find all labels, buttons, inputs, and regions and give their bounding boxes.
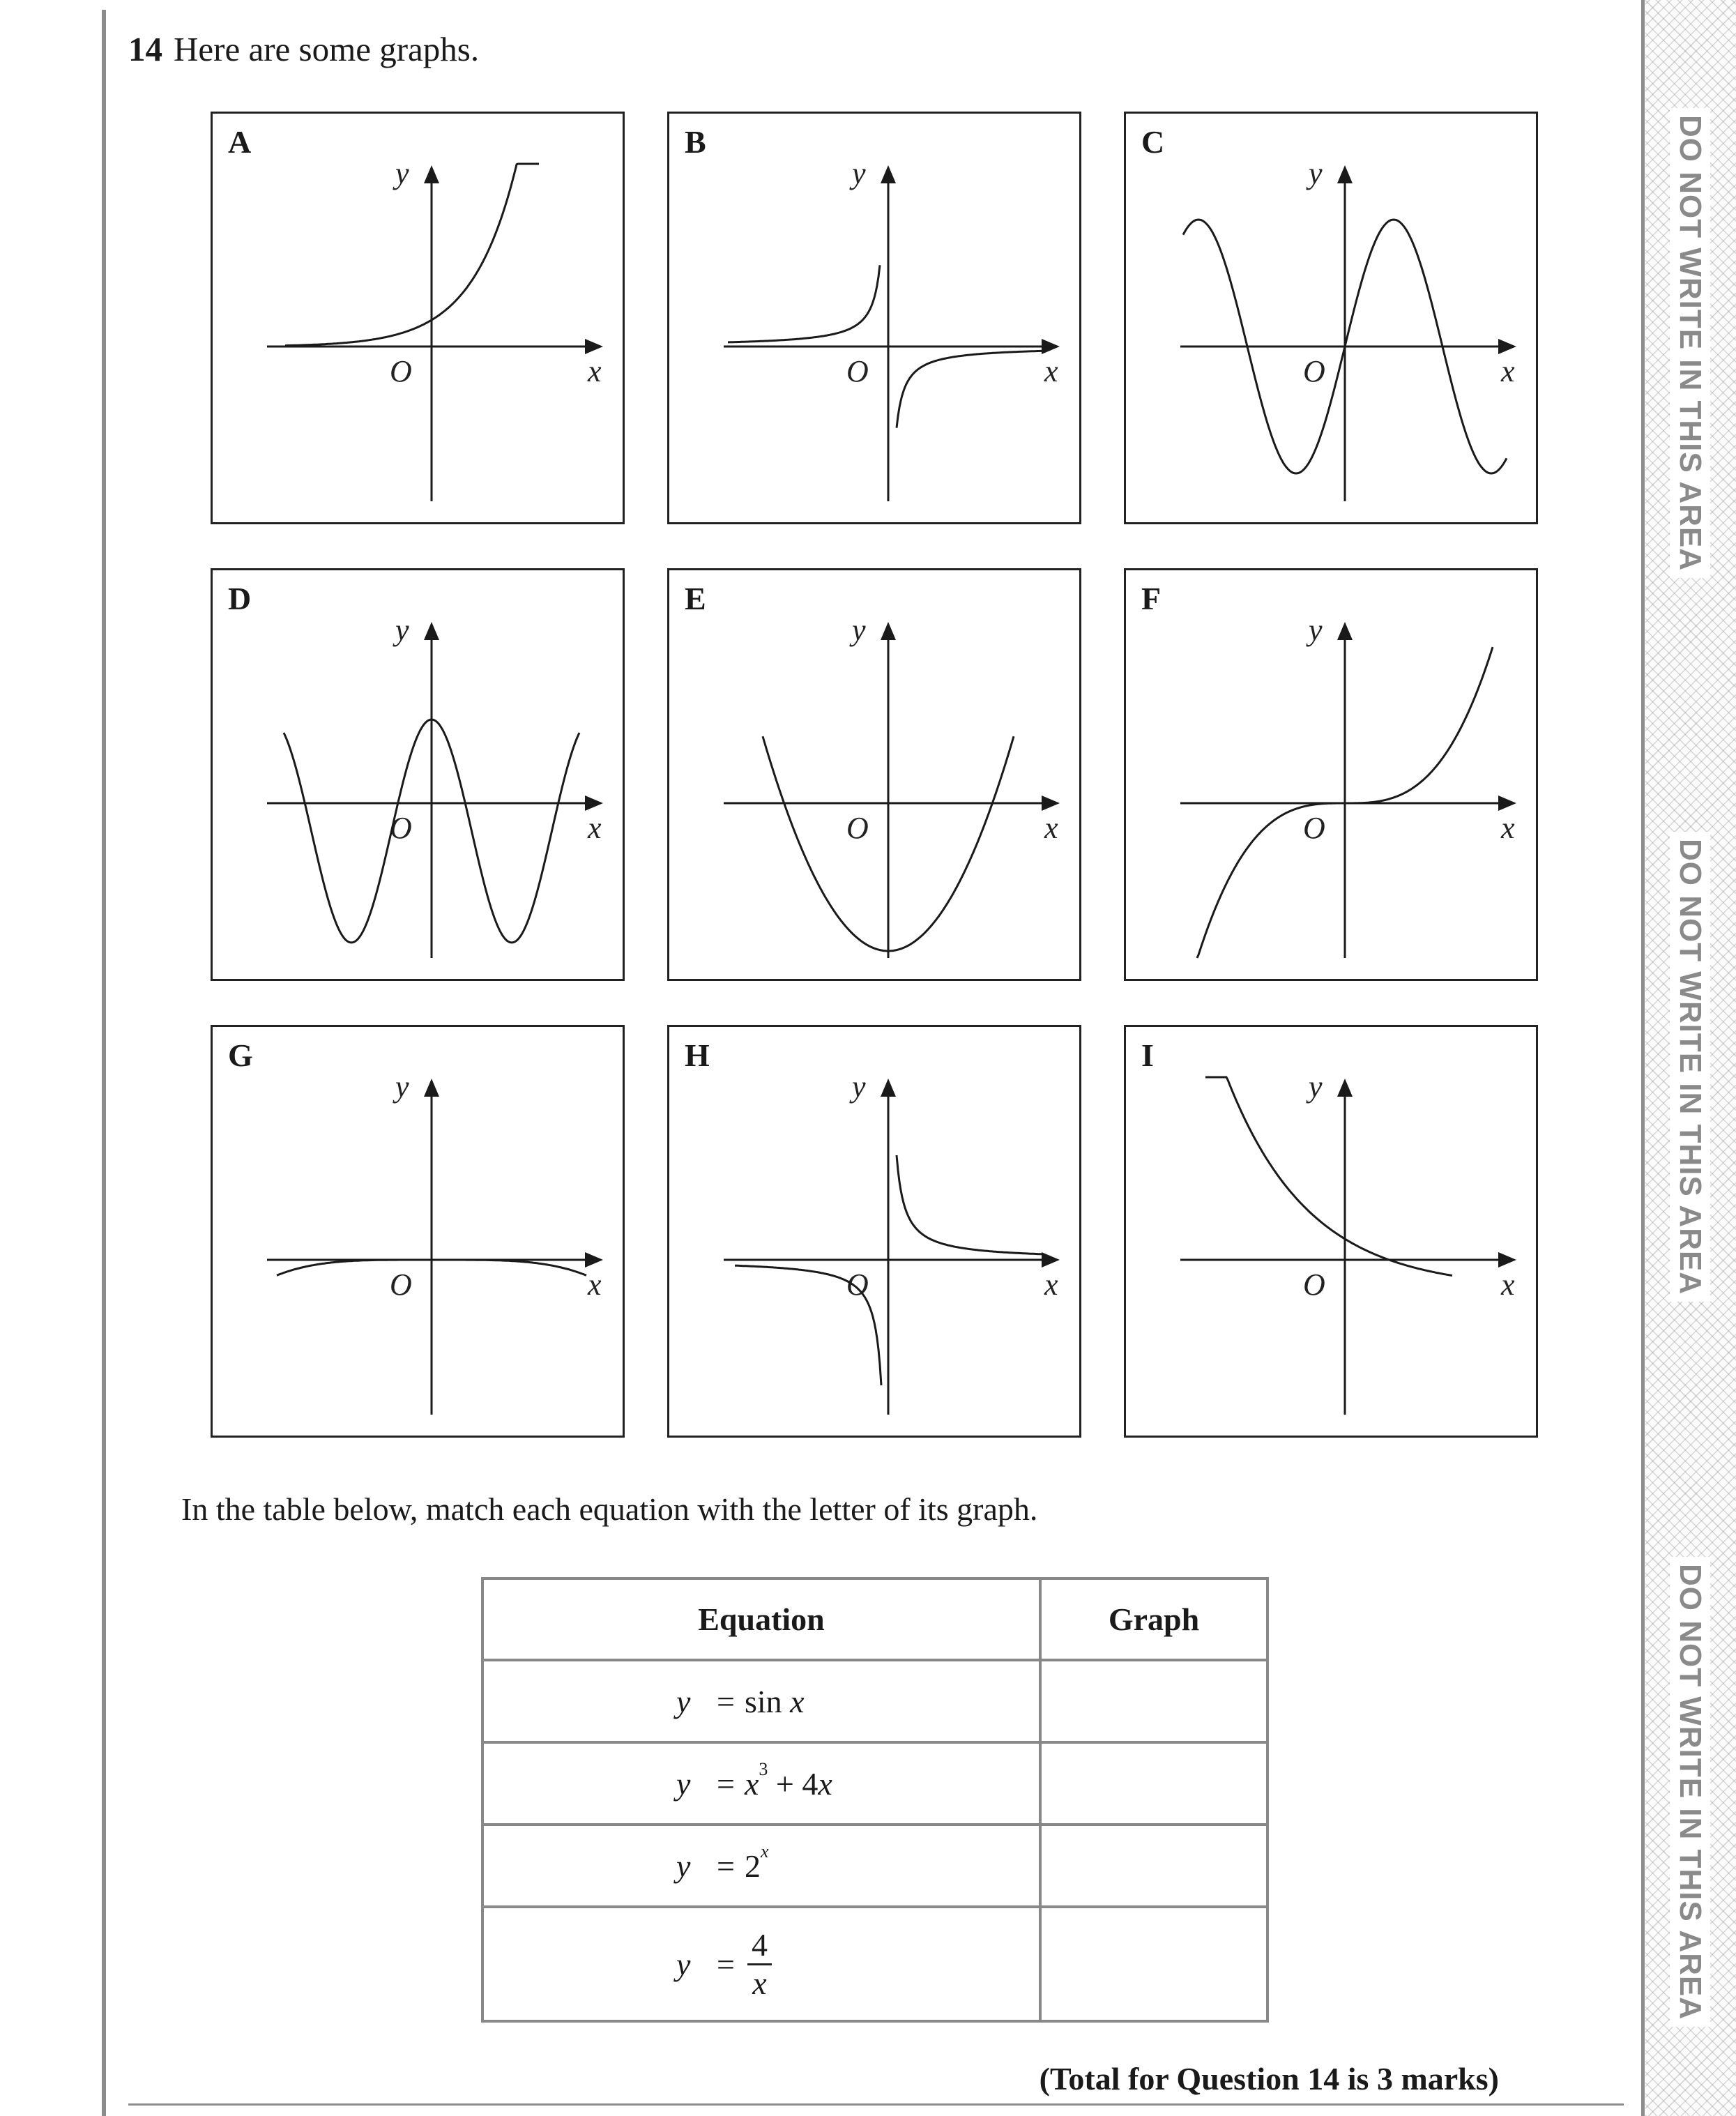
graph-curve [897, 351, 1042, 427]
y-axis-label: y [395, 1070, 409, 1104]
graph-panel-b [667, 112, 1081, 524]
graph-letter: I [1141, 1037, 1154, 1073]
graph-plot [1126, 114, 1540, 526]
equation-equals: = [717, 1683, 735, 1719]
equation-y: y [676, 1848, 691, 1884]
question-prompt: Here are some graphs. [174, 30, 480, 68]
origin-label: O [390, 354, 412, 388]
left-margin-rule [102, 10, 106, 2116]
graph-letter: H [685, 1037, 710, 1073]
x-axis-label: x [588, 1268, 602, 1302]
graph-panel-d [211, 568, 625, 981]
graph-plot [1126, 570, 1540, 983]
y-axis-arrow-icon [424, 165, 439, 183]
graph-panel-g [211, 1025, 625, 1438]
graph-plot [213, 114, 627, 526]
y-axis-label: y [1309, 613, 1323, 647]
equation-header: Equation [482, 1578, 1040, 1660]
x-axis-arrow-icon [1498, 1252, 1516, 1268]
x-axis-label: x [1501, 354, 1515, 388]
table-row [482, 1825, 1267, 1907]
graph-panel-c [1124, 112, 1538, 524]
table-row [482, 1660, 1267, 1742]
y-axis-label: y [852, 613, 866, 647]
y-axis-arrow-icon [881, 165, 896, 183]
x-axis-arrow-icon [1498, 796, 1516, 811]
equation-cell [482, 1825, 1040, 1907]
bottom-rule [128, 2103, 1624, 2106]
x-axis-arrow-icon [1042, 339, 1060, 354]
x-axis-label: x [1501, 1268, 1515, 1302]
equation-rhs: sin x [744, 1683, 805, 1719]
equation-y: y [676, 1683, 691, 1719]
margin-warning-2: DO NOT WRITE IN THIS AREA [1670, 832, 1710, 1302]
equation-exponent: x [760, 1841, 769, 1862]
equation-y: y [676, 1765, 691, 1802]
graph-answer-cell[interactable] [1040, 1660, 1267, 1742]
x-axis-label: x [1501, 811, 1515, 845]
x-axis-label: x [1044, 354, 1058, 388]
equation-rest: + 4x [768, 1765, 832, 1802]
y-axis-label: y [1309, 1070, 1323, 1104]
equation-fraction [747, 1927, 772, 2002]
x-axis-label: x [1044, 811, 1058, 845]
y-axis-arrow-icon [424, 622, 439, 640]
equation-base: x [744, 1765, 759, 1802]
graph-letter: B [685, 124, 706, 160]
matching-table [481, 1577, 1269, 2023]
x-axis-arrow-icon [1042, 1252, 1060, 1268]
origin-label: O [846, 1268, 869, 1302]
graph-letter: G [228, 1037, 253, 1073]
origin-label: O [1303, 1268, 1325, 1302]
origin-label: O [846, 354, 869, 388]
equation-cell [482, 1660, 1040, 1742]
equation-equals: = [717, 1765, 735, 1802]
origin-label: O [1303, 354, 1325, 388]
y-axis-arrow-icon [1337, 165, 1353, 183]
equation-exponent: 3 [759, 1759, 768, 1779]
fraction-numerator: 4 [747, 1927, 772, 1965]
graph-answer-cell[interactable] [1040, 1742, 1267, 1825]
graph-panel-h [667, 1025, 1081, 1438]
graph-answer-cell[interactable] [1040, 1907, 1267, 2021]
y-axis-label: y [852, 156, 866, 190]
graph-letter: F [1141, 581, 1162, 616]
y-axis-label: y [1309, 156, 1323, 190]
y-axis-label: y [852, 1070, 866, 1104]
graph-letter: E [685, 581, 706, 616]
y-axis-arrow-icon [881, 622, 896, 640]
y-axis-label: y [395, 613, 409, 647]
x-axis-arrow-icon [585, 796, 603, 811]
x-axis-label: x [588, 354, 602, 388]
origin-label: O [390, 811, 412, 845]
graph-answer-cell[interactable] [1040, 1825, 1267, 1907]
y-axis-arrow-icon [424, 1079, 439, 1097]
graph-panel-i [1124, 1025, 1538, 1438]
equation-equals: = [717, 1946, 735, 1982]
graph-panel-e [667, 568, 1081, 981]
graph-panel-f [1124, 568, 1538, 981]
x-axis-label: x [1044, 1268, 1058, 1302]
x-axis-arrow-icon [585, 339, 603, 354]
graph-curve [285, 164, 539, 346]
graph-letter: D [228, 581, 252, 616]
graph-curve [897, 1155, 1043, 1254]
margin-warning-3: DO NOT WRITE IN THIS AREA [1670, 1557, 1710, 2027]
equation-base: 2 [744, 1848, 761, 1884]
graph-plot [213, 570, 627, 983]
graph-letter: C [1141, 124, 1165, 160]
instruction-text: In the table below, match each equation with the letter of its graph. [181, 1491, 1038, 1527]
graph-plot [669, 114, 1083, 526]
graph-plot [669, 1027, 1083, 1440]
graph-plot [213, 1027, 627, 1440]
y-axis-arrow-icon [1337, 622, 1353, 640]
graph-plot [669, 570, 1083, 983]
question-header [128, 29, 479, 69]
equation-y: y [676, 1946, 691, 1982]
graph-letter: A [228, 124, 252, 160]
x-axis-label: x [588, 811, 602, 845]
graph-header: Graph [1040, 1578, 1267, 1660]
graph-plot [1126, 1027, 1540, 1440]
question-number: 14 [128, 30, 162, 68]
table-row [482, 1742, 1267, 1825]
question-total: (Total for Question 14 is 3 marks) [1039, 2061, 1499, 2096]
y-axis-label: y [395, 156, 409, 190]
x-axis-arrow-icon [1042, 796, 1060, 811]
table-header-row [482, 1578, 1267, 1660]
graph-curve [728, 265, 880, 342]
equation-cell [482, 1742, 1040, 1825]
table-row [482, 1907, 1267, 2021]
y-axis-arrow-icon [1337, 1079, 1353, 1097]
origin-label: O [1303, 811, 1325, 845]
margin-warning-1: DO NOT WRITE IN THIS AREA [1670, 108, 1710, 578]
margin-strip-edge [1641, 0, 1645, 2116]
equation-cell [482, 1907, 1040, 2021]
fraction-denominator: x [752, 1965, 767, 2001]
x-axis-arrow-icon [585, 1252, 603, 1268]
x-axis-arrow-icon [1498, 339, 1516, 354]
origin-label: O [846, 811, 869, 845]
graph-curve [1205, 1077, 1452, 1276]
graph-panel-a [211, 112, 625, 524]
equation-equals: = [717, 1848, 735, 1884]
y-axis-arrow-icon [881, 1079, 896, 1097]
origin-label: O [390, 1268, 412, 1302]
